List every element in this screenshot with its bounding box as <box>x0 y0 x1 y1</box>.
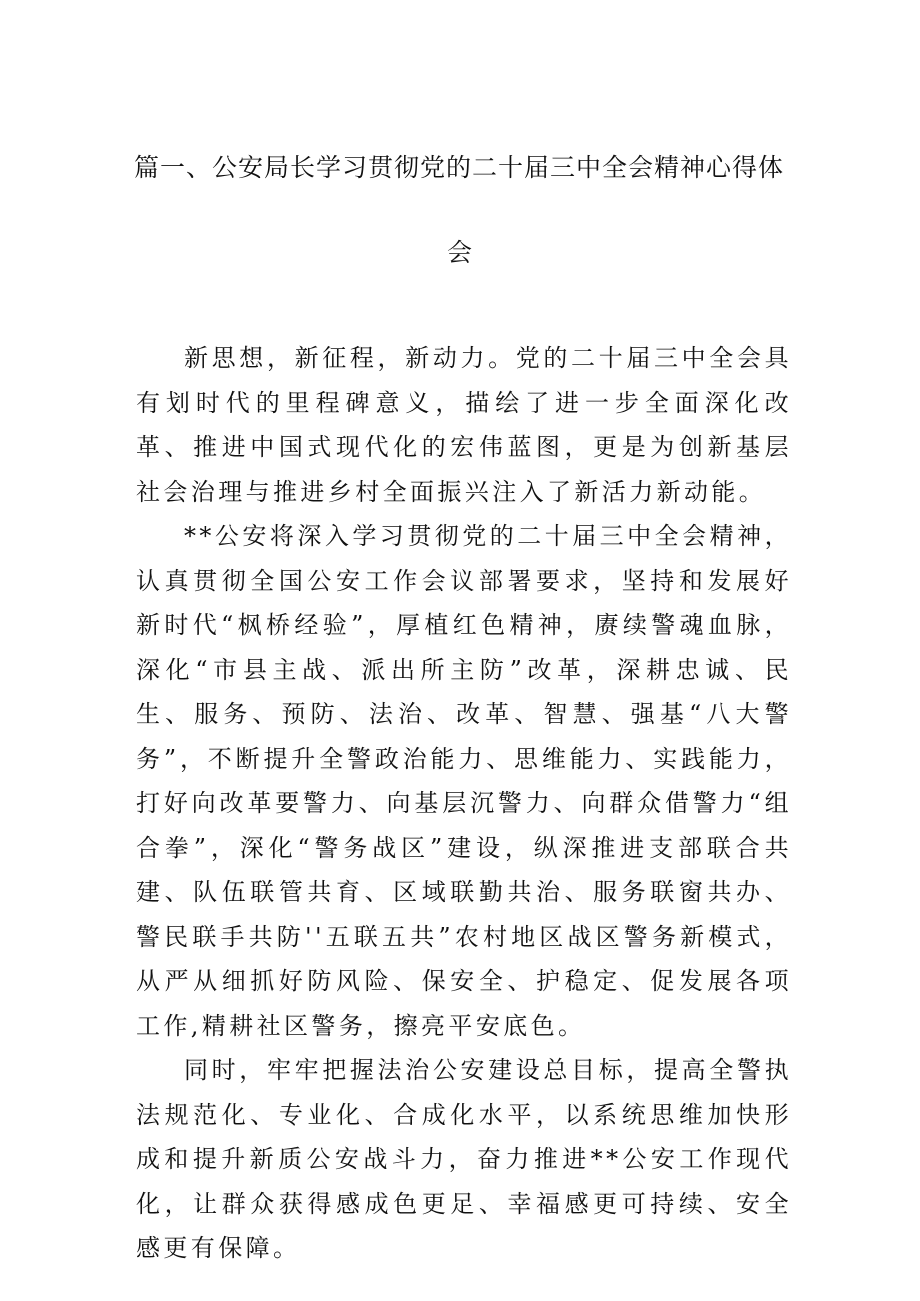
paragraph-2: **公安将深入学习贯彻党的二十届三中全会精神，认真贯彻全国公安工作会议部署要求，坚持和发展好新时代“枫桥经验”，厚植红色精神，赓续警魂血脉，深化“市县主战、派出所主防”改革，深耕忠诚、民生、服务、预防、法治、改革、智慧、强基“八大警务”，不断提升全警政治能力、思维能力、实践能力，打好向改革要警力、向基层沉警力、向群众借警力“组合拳”，深化“警务战区”建设，纵深推进支部联合共建、队伍联管共育、区域联勤共治、服务联窗共办、警民联手共防''五联五共”农村地区战区警务新模式，从严从细抓好防风险、保安全、护稳定、促发展各项工作,精耕社区警务，擦亮平安底色。 <box>136 522 792 1040</box>
document-title-continuation: 会 <box>447 238 474 267</box>
document-title: 篇一、公安局长学习贯彻党的二十届三中全会精神心得体 <box>134 153 785 182</box>
paragraph-3: 同时，牢牢把握法治公安建设总目标，提高全警执法规范化、专业化、合成化水平，以系统思维加快形成和提升新质公安战斗力，奋力推进**公安工作现代化，让群众获得感成色更足、幸福感更可持续、安全感更有保障。 <box>136 1056 792 1262</box>
paragraph-1: 新思想，新征程，新动力。党的二十届三中全会具有划时代的里程碑意义，描绘了进一步全面深化改革、推进中国式现代化的宏伟蓝图，更是为创新基层社会治理与推进乡村全面振兴注入了新活力新动能。 <box>136 344 792 506</box>
document-body <box>136 336 792 1271</box>
